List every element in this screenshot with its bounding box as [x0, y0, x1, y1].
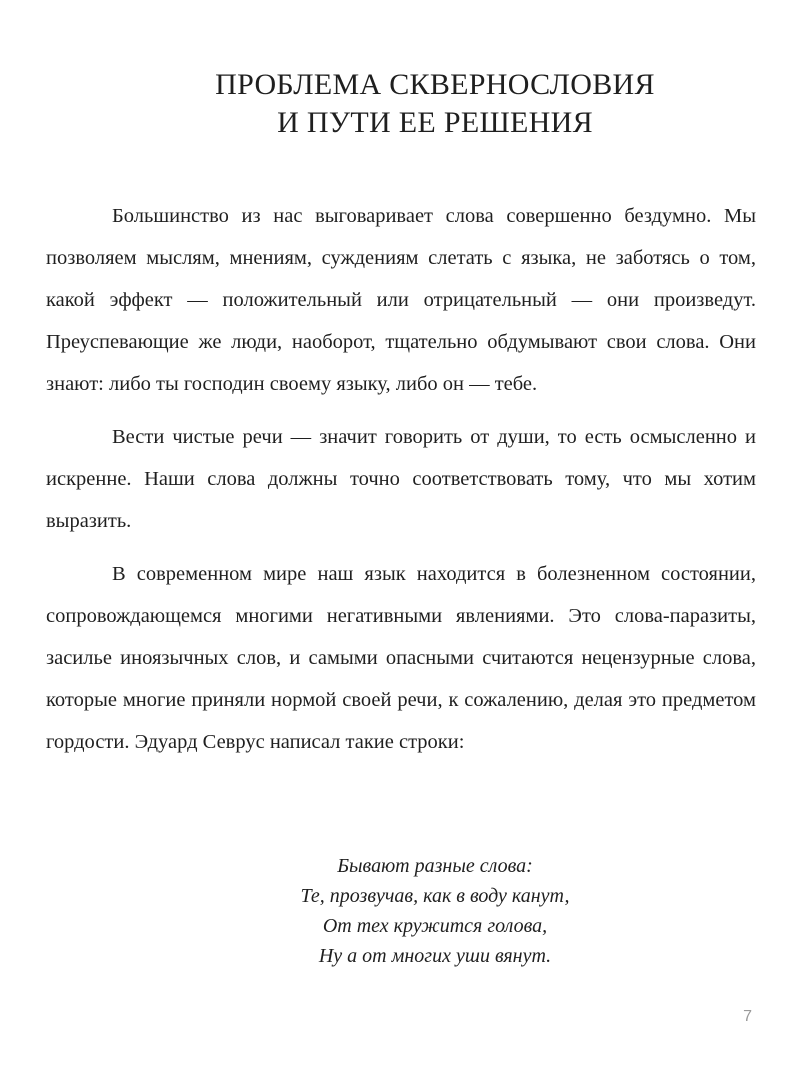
paragraph-3: В современном мире наш язык находится в болезненном состоянии, сопровождающемся многими негативными явлениями. Это слова-паразиты, засилье иноязычных слов, и самыми опасными считаются нецензурные слова, которые многие приняли нормой своей речи, к сожалению, делая это предметом гордости. Эдуард Севрус написал такие строки: [46, 563, 756, 753]
paragraph-2: Вести чистые речи — значит говорить от души, то есть осмысленно и искренне. Наши слова должны точно соответствовать тому, что мы хотим выразить. [46, 426, 756, 532]
poem-line-2: Те, прозвучав, как в воду канут, [300, 885, 570, 907]
page-title [0, 66, 800, 142]
page-number: 7 [743, 1008, 752, 1025]
poem-line-1: Бывают разные слова: [337, 855, 533, 877]
title-line-2: И ПУТИ ЕЕ РЕШЕНИЯ [277, 106, 593, 139]
body-text [46, 195, 756, 774]
title-line-1: ПРОБЛЕМА СКВЕРНОСЛОВИЯ [215, 68, 655, 101]
paragraph-1: Большинство из нас выговаривает слова совершенно бездумно. Мы позволяем мыслям, мнениям, суждениям слетать с языка, не заботясь о том, какой эффект — положительный или отрицательный — они произведут. Преуспевающие же люди, наоборот, тщательно обдумывают свои слова. Они знают: либо ты господин своему языку, либо он — тебе. [46, 205, 756, 395]
poem-line-4: Ну а от многих уши вянут. [318, 945, 552, 967]
poem-line-3: От тех кружится голова, [322, 915, 548, 937]
poem-quote [0, 851, 800, 971]
